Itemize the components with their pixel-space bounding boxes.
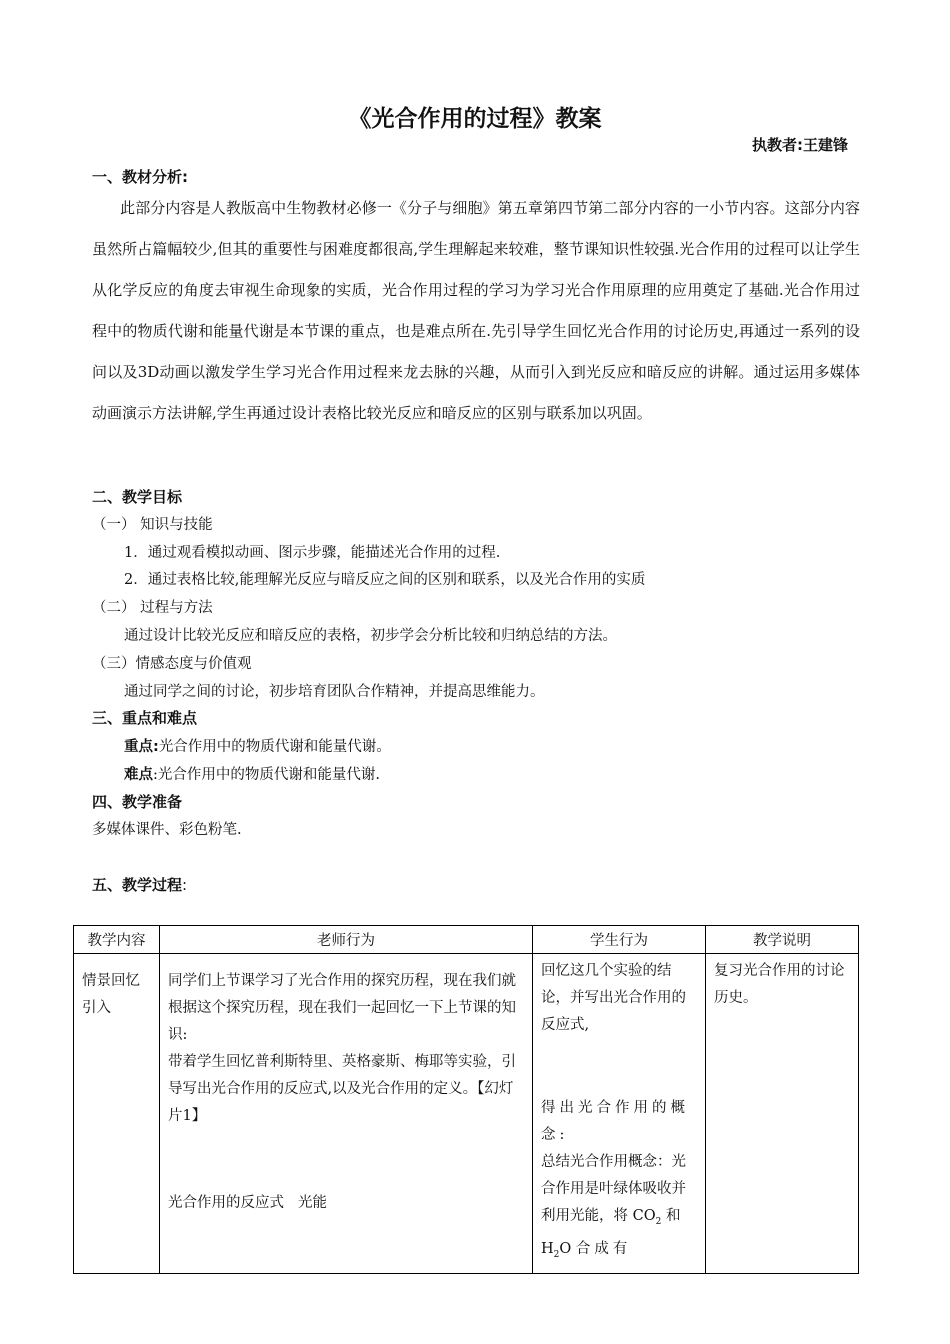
section1-heading: 一、教材分析: — [92, 168, 188, 186]
student-paragraph-2b-text: 总结光合作用概念：光合作用是叶绿体吸收并利用光能，将 — [541, 1154, 686, 1224]
objective-attitude-heading: （三）情感态度与价值观 — [92, 656, 252, 672]
section4-heading: 四、教学准备 — [92, 793, 183, 811]
student-paragraph-1: 回忆这几个实验的结论，并写出光合作用的反应式, — [541, 963, 686, 1033]
row1-student — [533, 954, 706, 1274]
row1-teacher — [160, 954, 533, 1274]
reaction-label: 光合作用的反应式 — [168, 1195, 284, 1211]
section5-heading-text: 五、教学过程 — [92, 876, 183, 894]
teacher-paragraph-1: 同学们上节课学习了光合作用的探究历程，现在我们就根据这个探究历程，现在我们一起回忆一下上节课的知识: — [168, 973, 516, 1043]
objective-attitude-text: 通过同学之间的讨论，初步培育团队合作精神，并提高思维能力。 — [124, 684, 545, 700]
key-point-label: 重点: — [124, 739, 159, 755]
difficulty-line — [124, 763, 380, 784]
objective-item-2: 2．通过表格比较,能理解光反应与暗反应之间的区别和联系，以及光合作用的实质 — [124, 572, 646, 588]
student-paragraph-2a: 得出光合作用的概念: — [541, 1100, 689, 1143]
section5-heading-colon: : — [182, 876, 188, 894]
header-note: 教学说明 — [706, 926, 859, 954]
difficulty-label: 难点 — [124, 767, 153, 783]
table-row — [74, 954, 859, 1274]
section1-paragraph-text: 此部分内容是人教版高中生物教材必修一《分子与细胞》第五章第四节第二部分内容的一小节内容。这部分内容虽然所占篇幅较少,但其的重要性与困难度都很高,学生理解起来较难，整节课知识性较强.光合作用的过程可以让学生从化学反应的角度去审视生命现象的实质，光合作用过程的学习为学习光合作用原理的应用奠定了基础.光合作用过程中的物质代谢和能量代谢是本节课的重点，也是难点所在.先引导学生回忆光合作用的讨论历史,再通过一系列的设问以及3D动画以激发学生学习光合作用过程来龙去脉的兴趣，从而引入到光反应和暗反应的讲解。通过运用多媒体动画演示方法讲解,学生再通过设计表格比较光反应和暗反应的区别与联系加以巩固。 — [92, 199, 860, 422]
header-teacher: 老师行为 — [160, 926, 533, 954]
table-header-row — [74, 926, 859, 954]
header-content: 教学内容 — [74, 926, 160, 954]
objective-item-1: 1．通过观看模拟动画、图示步骤，能描述光合作用的过程. — [124, 545, 501, 561]
student-gap — [541, 1039, 697, 1095]
section1-paragraph — [92, 188, 860, 434]
row1-content: 情景回忆引入 — [74, 954, 160, 1274]
key-point-line — [124, 735, 391, 756]
header-student: 学生行为 — [533, 926, 706, 954]
teaching-process-table — [73, 925, 859, 1274]
co2-formula: $CO_2$ — [632, 1208, 662, 1227]
difficulty-text: :光合作用中的物质代谢和能量代谢. — [153, 767, 380, 783]
teacher-gap — [168, 1130, 524, 1190]
key-point-text: 光合作用中的物质代谢和能量代谢。 — [158, 739, 391, 755]
section3-heading: 三、重点和难点 — [92, 709, 198, 727]
page-title: 《光合作用的过程》教案 — [348, 106, 602, 132]
objective-process-heading: （二） 过程与方法 — [92, 600, 213, 616]
student-paragraph-2b: 总结光合作用概念：光合作用是叶绿体吸收并利用光能，将 $CO_2$ 和 $H_2O$ 合成有 — [541, 1154, 686, 1260]
section5-heading — [92, 874, 187, 895]
teacher-paragraph-2: 带着学生回忆普利斯特里、英格豪斯、梅耶等实验，引导写出光合作用的反应式,以及光合作用的定义。【幻灯片1】 — [168, 1054, 516, 1124]
author-line: 执教者:王建锋 — [752, 136, 848, 154]
reaction-energy-label: 光能 — [298, 1195, 327, 1211]
h2o-formula: $H_2O$ — [541, 1240, 572, 1260]
objective-process-text: 通过设计比较光反应和暗反应的表格，初步学会分析比较和归纳总结的方法。 — [124, 628, 617, 644]
row1-note: 复习光合作用的讨论历史。 — [706, 954, 859, 1274]
teacher-paragraph-3 — [168, 1190, 524, 1217]
objective-knowledge-heading: （一） 知识与技能 — [92, 517, 213, 533]
preparation-text: 多媒体课件、彩色粉笔. — [92, 822, 242, 838]
section2-heading: 二、教学目标 — [92, 488, 183, 506]
